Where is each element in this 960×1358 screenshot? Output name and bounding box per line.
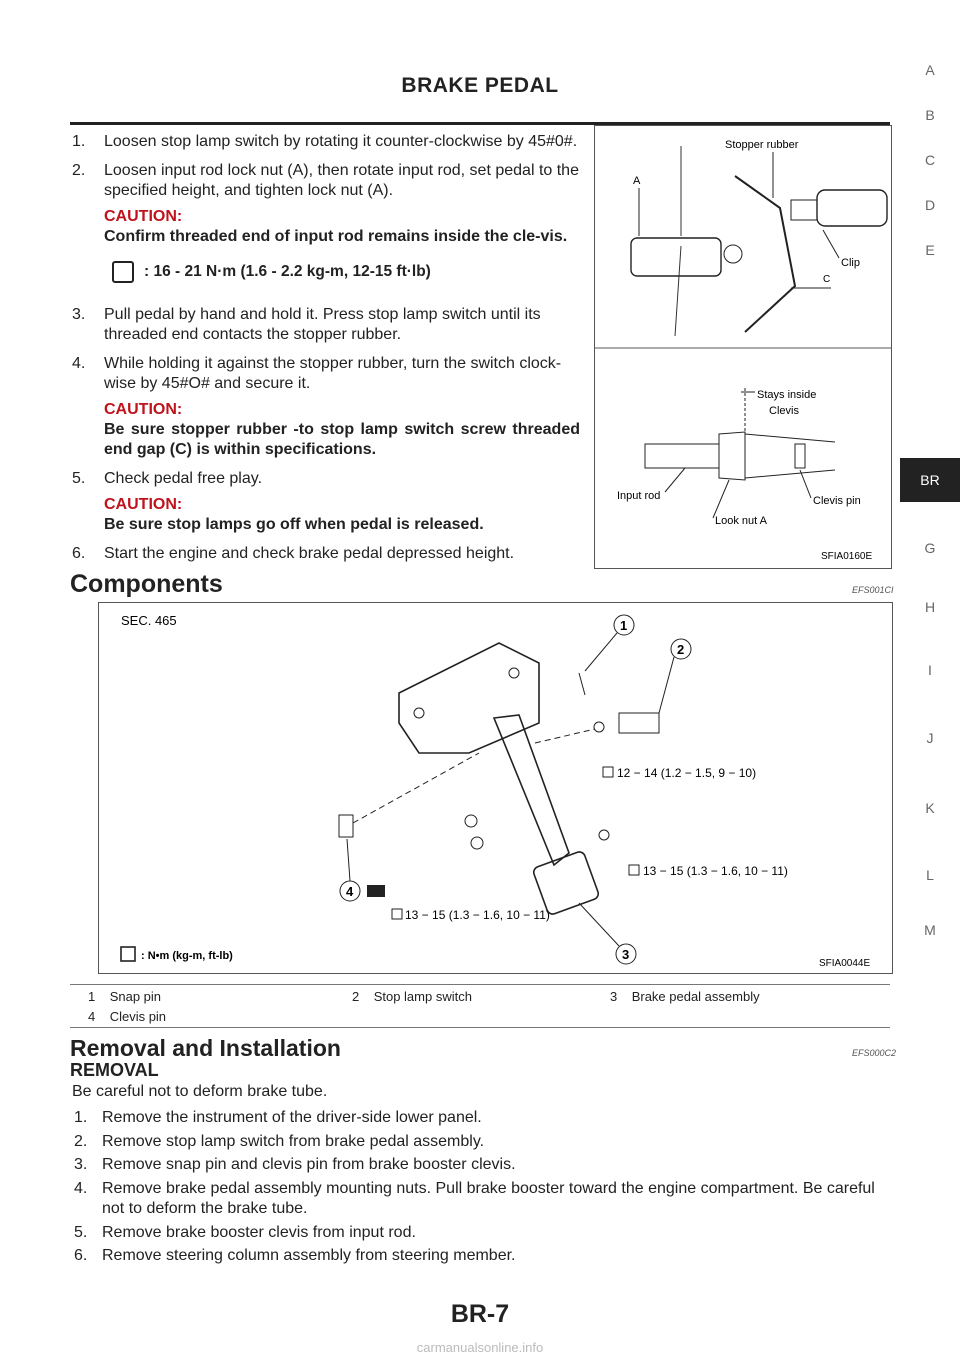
step-text: Pull pedal by hand and hold it. Press stop lamp switch until its threaded end contacts the stopper rubber. (104, 306, 541, 343)
legend-item-2 (352, 989, 472, 1004)
legend-item-3 (610, 989, 760, 1004)
step-number: 6. (72, 545, 86, 562)
switch-nut (791, 200, 817, 220)
clevis-body (745, 434, 835, 478)
legend-label: Brake pedal assembly (631, 989, 760, 1004)
mounting-nut (465, 815, 477, 827)
site-watermark: carmanualsonline.info (416, 1340, 544, 1355)
clevis-pin (339, 815, 353, 837)
torque-wrench-icon (392, 909, 402, 919)
step-5 (70, 469, 580, 535)
caution-label: CAUTION: (104, 401, 183, 418)
removal-installation-heading: Removal and Installation (70, 1035, 341, 1061)
step-text: Loosen input rod lock nut (A), then rotate input rod, set pedal to the specified height, and tighten lock nut (A). (104, 162, 579, 199)
legend-item-4 (88, 1009, 166, 1024)
label-lock-nut: Look nut A (715, 515, 767, 527)
step-number: 1. (74, 1109, 88, 1127)
section-index-c[interactable]: C (924, 152, 936, 168)
pedal-bracket (399, 643, 539, 753)
leader-line (579, 903, 619, 946)
stopper-rubber-diagram (595, 126, 891, 568)
bolt (599, 830, 609, 840)
step-3 (70, 305, 580, 345)
legend-number: 4 (88, 1009, 96, 1024)
snap-pin (579, 673, 585, 695)
components-code: EFS001CI (852, 585, 894, 595)
caution-label: CAUTION: (104, 208, 183, 225)
step-text: Loosen stop lamp switch by rotating it counter-clockwise by 45#0#. (104, 133, 578, 150)
removal-step-1 (72, 1108, 892, 1128)
section-index-d[interactable]: D (924, 197, 936, 213)
legend-label: Clevis pin (109, 1009, 167, 1024)
legend-number: 1 (88, 989, 96, 1004)
step-number: 2. (72, 162, 86, 179)
section-index-l[interactable]: L (926, 867, 934, 883)
removal-subheading: REMOVAL (70, 1060, 159, 1080)
components-legend (70, 984, 890, 1028)
components-figure (98, 602, 893, 974)
section-index-j[interactable]: J (926, 730, 934, 746)
input-rod (645, 444, 719, 468)
step-text: Check pedal free play. (104, 470, 263, 487)
legend-label: Stop lamp switch (373, 989, 472, 1004)
torque-label-switch: 12 − 14 (1.2 − 1.5, 9 − 10) (617, 766, 757, 780)
label-c: C (823, 274, 831, 285)
step-text: Start the engine and check brake pedal depressed height. (104, 545, 515, 562)
removal-step-6 (72, 1246, 892, 1266)
torque-wrench-icon (121, 947, 135, 961)
label-a: A (633, 175, 641, 187)
step-number: 4. (72, 355, 86, 372)
step-number: 2. (74, 1132, 88, 1150)
section-index-g[interactable]: G (924, 540, 936, 556)
leader-line (713, 480, 729, 518)
step-1 (70, 132, 580, 152)
caution-text: Confirm threaded end of input rod remains inside the cle-vis. (104, 228, 568, 245)
label-clevis-pin: Clevis pin (813, 495, 861, 507)
input-rod-body (631, 238, 721, 276)
callout-number: 1 (620, 618, 628, 633)
label-clip: Clip (841, 257, 860, 269)
bracket-hole (414, 708, 424, 718)
bracket-outline (675, 146, 681, 336)
figure-code: SFIA0044E (819, 958, 871, 969)
step-4 (70, 354, 580, 460)
caution-label: CAUTION: (104, 496, 183, 513)
step-text: Remove steering column assembly from steering member. (102, 1247, 516, 1265)
leader-line (823, 230, 839, 258)
step-text: Remove stop lamp switch from brake pedal assembly. (102, 1132, 485, 1150)
legend-number: 3 (610, 989, 618, 1004)
torque-value: : 16 - 21 N·m (1.6 - 2.2 kg-m, 12-15 ft·lb) (144, 263, 431, 281)
step-number: 3. (74, 1156, 88, 1174)
section-index-br-active[interactable]: BR (900, 458, 960, 502)
clip-pin (724, 245, 742, 263)
step-text: Remove brake pedal assembly mounting nuts. Pull brake booster toward the engine compartment. Be careful not to deform the brake tube. (102, 1179, 875, 1218)
label-stopper-rubber: Stopper rubber (725, 139, 799, 151)
label-stays-inside: Stays inside (757, 389, 817, 401)
torque-wrench-icon (112, 261, 134, 283)
legend-label: Snap pin (109, 989, 162, 1004)
step-text: While holding it against the stopper rubber, turn the switch clock-wise by 45#O# and secure it. (104, 355, 562, 392)
step-number: 6. (74, 1247, 88, 1265)
section-index-h[interactable]: H (924, 599, 936, 615)
caution-text: Be sure stop lamps go off when pedal is released. (104, 516, 484, 533)
torque-label-nut: 13 − 15 (1.3 − 1.6, 10 − 11) (405, 908, 550, 922)
removal-code: EFS000C2 (852, 1048, 897, 1058)
lock-nut (719, 432, 745, 480)
torque-unit-label: : N•m (kg-m, ft-lb) (141, 950, 233, 962)
caution-text: Be sure stopper rubber -to stop lamp switch screw threaded end gap (C) is within specifications. (104, 421, 580, 458)
callout-number: 4 (346, 884, 354, 899)
step-text: Remove the instrument of the driver-side lower panel. (102, 1109, 482, 1127)
page-number: BR-7 (450, 1300, 510, 1328)
grease-icon (367, 885, 385, 897)
leader-line (585, 633, 617, 671)
torque-wrench-icon (603, 767, 613, 777)
leader-line (800, 470, 811, 498)
step-text: Remove snap pin and clevis pin from brake booster clevis. (102, 1156, 516, 1174)
stop-lamp-switch-body (817, 190, 887, 226)
removal-step-3 (72, 1155, 892, 1175)
torque-spec (112, 261, 580, 283)
removal-step-4 (72, 1179, 892, 1220)
label-input-rod: Input rod (617, 490, 661, 502)
clevis-pin-hole (795, 444, 805, 468)
step-2 (70, 161, 580, 247)
step-number: 5. (72, 470, 86, 487)
section-index-m[interactable]: M (924, 922, 936, 938)
step-number: 1. (72, 133, 86, 150)
section-index-k[interactable]: K (925, 800, 935, 816)
section-index-a[interactable]: A (925, 62, 935, 78)
step-6 (70, 544, 580, 564)
section-index-b[interactable]: B (925, 107, 935, 123)
section-number: SEC. 465 (121, 613, 177, 628)
step-text: Remove brake booster clevis from input rod. (102, 1223, 416, 1241)
callout-number: 3 (622, 947, 630, 962)
section-index-i[interactable]: I (928, 662, 932, 678)
mounting-nut (471, 837, 483, 849)
legend-number: 2 (352, 989, 360, 1004)
removal-step-5 (72, 1223, 892, 1243)
step-number: 3. (72, 306, 86, 323)
leader-line (347, 839, 350, 881)
removal-intro: Be careful not to deform brake tube. (72, 1083, 328, 1100)
removal-steps (72, 1082, 892, 1270)
adjustment-steps (70, 132, 580, 573)
leader-line (659, 657, 674, 713)
torque-wrench-icon (629, 865, 639, 875)
callout-number: 2 (677, 642, 685, 657)
assembly-line (535, 729, 595, 743)
figure-code: SFIA0160E (821, 551, 873, 562)
step-number: 4. (74, 1179, 88, 1197)
leader-line (665, 468, 685, 492)
torque-label-bolt: 13 − 15 (1.3 − 1.6, 10 − 11) (643, 864, 788, 878)
stopper-rubber-figure (594, 125, 892, 569)
removal-step-2 (72, 1132, 892, 1152)
section-index-e[interactable]: E (925, 242, 935, 258)
step-number: 5. (74, 1223, 88, 1241)
brake-pedal-exploded-diagram (99, 603, 892, 973)
pedal-arm (735, 176, 795, 332)
pedal-pad (532, 850, 600, 915)
bracket-hole (509, 668, 519, 678)
legend-item-1 (88, 989, 161, 1004)
label-clevis: Clevis (769, 405, 799, 417)
components-heading: Components (70, 570, 223, 598)
assembly-line (353, 753, 479, 823)
page-title: BRAKE PEDAL (401, 74, 559, 97)
switch-nut (594, 722, 604, 732)
stop-lamp-switch (619, 713, 659, 733)
